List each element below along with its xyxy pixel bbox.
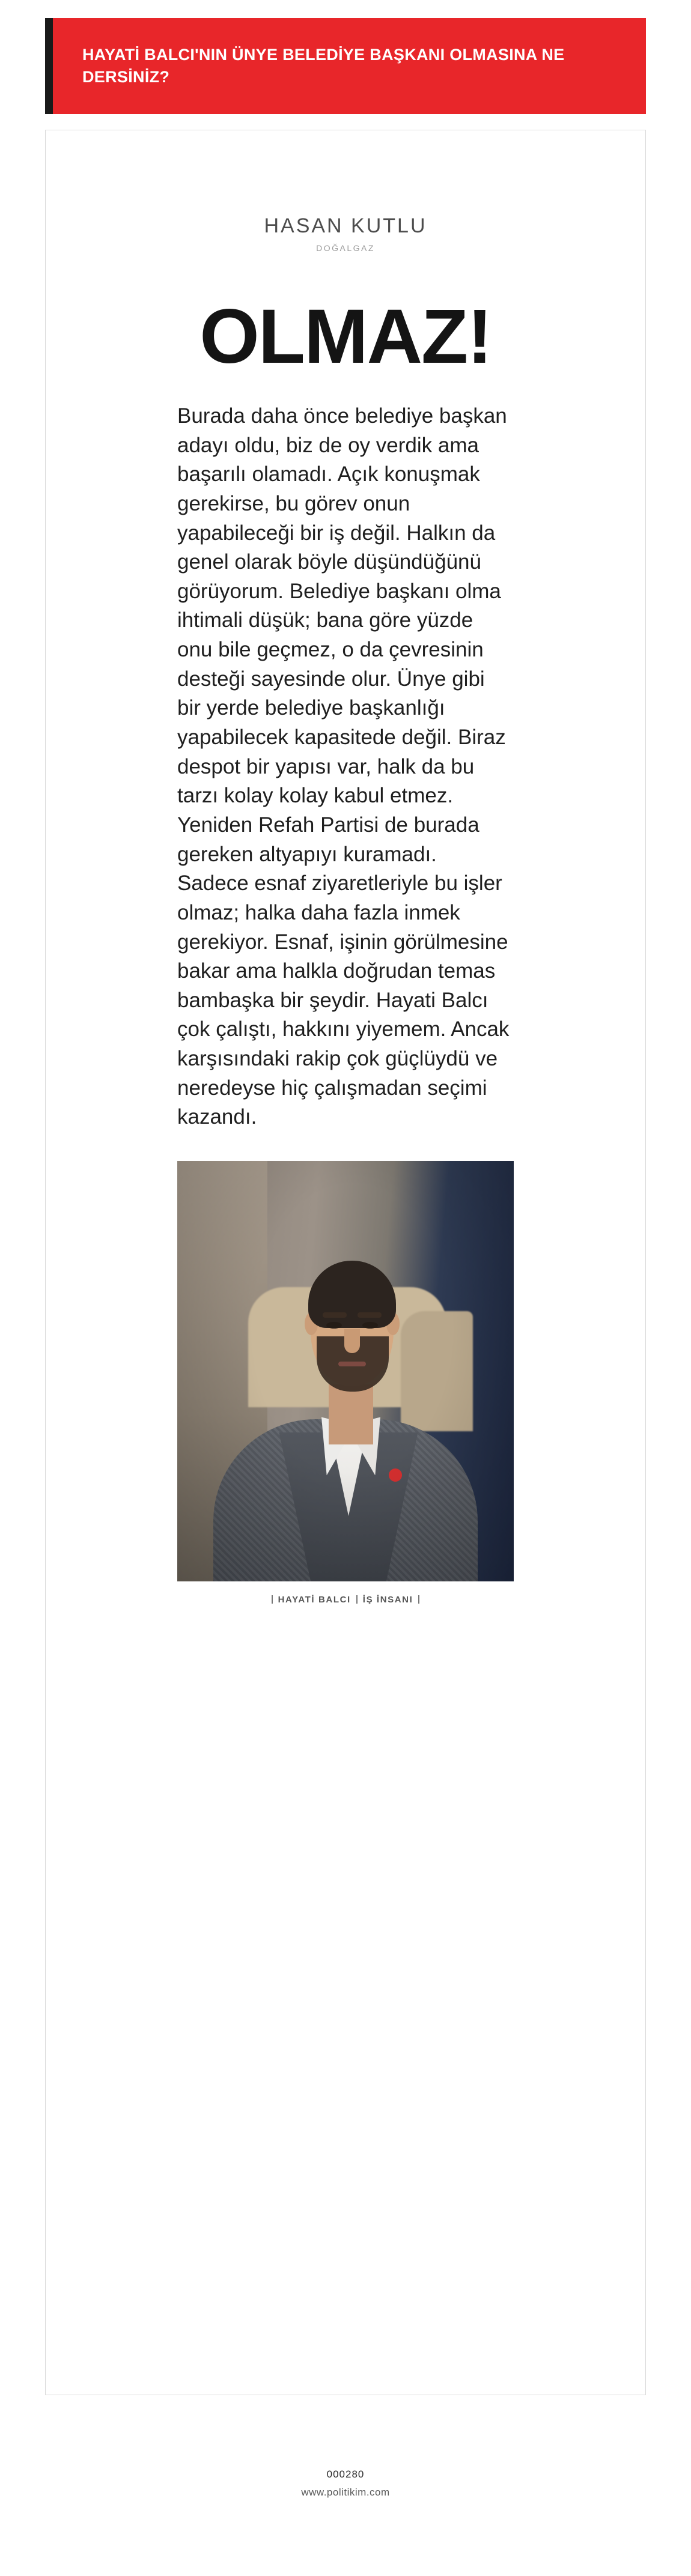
photo-caption [177,1595,514,1605]
photo-block [177,1161,514,1605]
portrait-photo [177,1161,514,1581]
header-banner [45,18,646,114]
caption-divider-right-icon [418,1595,419,1604]
footer [0,2468,691,2499]
article-body-wrap [177,402,514,1132]
article-body: Burada daha önce belediye başkan adayı oldu, biz de oy verdik ama başarılı olamadı. Açık konuşmak gerekirse, bu görev onun yapabileceği bir iş değil. Halkın da genel olarak böyle düşündüğünü görüyorum. Belediye başkanı olma ihtimali düşük; bana göre yüzde onu bile geçmez, o da çevresinin desteği sayesinde olur. Ünye gibi bir yerde belediye başkanlığı yapabilecek kapasitede değil. Biraz despot bir yapısı var, halk da bu tarzı kolay kolay kabul etmez. Yeniden Refah Partisi de burada gereken altyapıyı kuramadı. Sadece esnaf ziyaretleriyle bu işler olmaz; halka daha fazla inmek gerekiyor. Esnaf, işinin görülmesine bakar ama halkla doğrudan temas bambaşka bir şeydir. Hayati Balcı çok çalıştı, hakkını yiyemem. Ancak karşısındaki rakip çok güçlüydü ve neredeyse hiç çalışmadan seçimi kazandı. [177,404,510,1129]
article-card [45,130,646,2395]
footer-code: 000280 [326,2468,365,2480]
caption-divider-middle-icon [356,1595,358,1604]
headline: OLMAZ! [199,294,492,380]
footer-site: www.politikim.com [301,2487,390,2498]
header-question: HAYATİ BALCI'NIN ÜNYE BELEDİYE BAŞKANI OLMASINA NE DERSİNİZ? [82,45,565,86]
author-role: DOĞALGAZ [316,243,375,253]
author-name: HASAN KUTLU [264,214,427,237]
byline [46,214,645,253]
caption-person-title: İŞ İNSANI [362,1595,413,1605]
header-accent-bar [45,18,53,114]
caption-person-name: HAYATİ BALCI [278,1595,351,1605]
photo-vignette [177,1161,514,1581]
caption-divider-left-icon [272,1595,273,1604]
